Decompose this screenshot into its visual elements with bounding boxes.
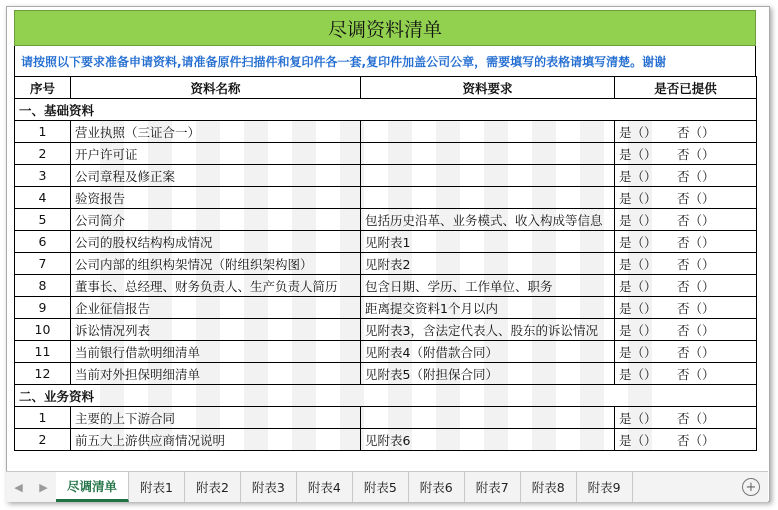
- add-sheet-button[interactable]: [734, 472, 768, 502]
- sheet-tab[interactable]: 附表8: [521, 472, 577, 502]
- section-title[interactable]: 二、业务资料: [15, 385, 757, 407]
- sheet-tab[interactable]: 尽调清单: [56, 472, 129, 502]
- requirement-cell[interactable]: [361, 143, 615, 165]
- provided-yes-option: 是（）: [619, 256, 657, 272]
- provided-cell[interactable]: [615, 407, 757, 429]
- table-row: [15, 297, 757, 319]
- row-number-cell[interactable]: 7: [15, 253, 71, 275]
- row-number-cell[interactable]: 11: [15, 341, 71, 363]
- provided-cell[interactable]: [615, 319, 757, 341]
- table-row: [15, 341, 757, 363]
- row-number-cell[interactable]: 2: [15, 429, 71, 451]
- requirement-cell[interactable]: 见附表5（附担保合同）: [361, 363, 615, 385]
- sheet-tab[interactable]: 附表3: [241, 472, 297, 502]
- provided-cell[interactable]: [615, 297, 757, 319]
- table-row: [15, 143, 757, 165]
- provided-cell[interactable]: [615, 429, 757, 451]
- checklist-table: [14, 76, 757, 451]
- provided-cell[interactable]: [615, 209, 757, 231]
- requirement-cell[interactable]: 见附表2: [361, 253, 615, 275]
- header-cell-requirement[interactable]: 资料要求: [361, 77, 615, 99]
- requirement-cell[interactable]: 见附表3，含法定代表人、股东的诉讼情况: [361, 319, 615, 341]
- sheet-title[interactable]: 尽调资料清单: [14, 10, 756, 46]
- table-row: [15, 165, 757, 187]
- material-name-cell[interactable]: 公司章程及修正案: [71, 165, 361, 187]
- material-name-cell[interactable]: 验资报告: [71, 187, 361, 209]
- sheet-tab-bar: [6, 471, 768, 502]
- table-row: [15, 275, 757, 297]
- provided-cell[interactable]: [615, 121, 757, 143]
- plus-circle-icon: +: [742, 478, 760, 496]
- provided-cell[interactable]: [615, 187, 757, 209]
- provided-yes-option: 是（）: [619, 410, 657, 426]
- provided-no-option: 否（）: [677, 344, 715, 360]
- requirement-cell[interactable]: 见附表6: [361, 429, 615, 451]
- table-row: [15, 407, 757, 429]
- requirement-cell[interactable]: [361, 121, 615, 143]
- row-number-cell[interactable]: 4: [15, 187, 71, 209]
- header-cell-no[interactable]: 序号: [15, 77, 71, 99]
- row-number-cell[interactable]: 3: [15, 165, 71, 187]
- provided-cell[interactable]: [615, 253, 757, 275]
- row-number-cell[interactable]: 12: [15, 363, 71, 385]
- provided-yes-option: 是（）: [619, 366, 657, 382]
- provided-yes-option: 是（）: [619, 300, 657, 316]
- table-row: [15, 187, 757, 209]
- row-number-cell[interactable]: 1: [15, 407, 71, 429]
- material-name-cell[interactable]: 公司内部的组织构架情况（附组织架构图）: [71, 253, 361, 275]
- requirement-cell[interactable]: [361, 187, 615, 209]
- provided-no-option: 否（）: [677, 410, 715, 426]
- sheet-tab[interactable]: 附表1: [129, 472, 185, 502]
- provided-yes-option: 是（）: [619, 344, 657, 360]
- provided-no-option: 否（）: [677, 234, 715, 250]
- sheet-tab[interactable]: 附表9: [577, 472, 633, 502]
- provided-no-option: 否（）: [677, 146, 715, 162]
- sheet-nav: [6, 472, 56, 502]
- section-title[interactable]: 一、基础资料: [15, 99, 757, 121]
- sheet-tab[interactable]: 附表2: [185, 472, 241, 502]
- row-number-cell[interactable]: 9: [15, 297, 71, 319]
- table-row: [15, 319, 757, 341]
- provided-no-option: 否（）: [677, 322, 715, 338]
- section-row: [15, 99, 757, 121]
- provided-cell[interactable]: [615, 165, 757, 187]
- material-name-cell[interactable]: 当前对外担保明细清单: [71, 363, 361, 385]
- table-row: [15, 363, 757, 385]
- provided-no-option: 否（）: [677, 278, 715, 294]
- material-name-cell[interactable]: 开户许可证: [71, 143, 361, 165]
- provided-yes-option: 是（）: [619, 190, 657, 206]
- row-number-cell[interactable]: 5: [15, 209, 71, 231]
- requirement-cell[interactable]: 距离提交资料1个月以内: [361, 297, 615, 319]
- row-number-cell[interactable]: 6: [15, 231, 71, 253]
- provided-cell[interactable]: [615, 275, 757, 297]
- notice-text[interactable]: 请按照以下要求准备申请资料,请准备原件扫描件和复印件各一套,复印件加盖公司公章，需要填写的表格请填写清楚。谢谢: [14, 46, 756, 76]
- sheet-tab[interactable]: 附表4: [297, 472, 353, 502]
- requirement-cell[interactable]: [361, 165, 615, 187]
- provided-no-option: 否（）: [677, 190, 715, 206]
- requirement-cell[interactable]: 包含日期、学历、工作单位、职务: [361, 275, 615, 297]
- provided-no-option: 否（）: [677, 432, 715, 448]
- requirement-cell[interactable]: 见附表4（附借款合同）: [361, 341, 615, 363]
- provided-no-option: 否（）: [677, 124, 715, 140]
- material-name-cell[interactable]: 公司的股权结构构成情况: [71, 231, 361, 253]
- provided-no-option: 否（）: [677, 256, 715, 272]
- header-cell-provided[interactable]: 是否已提供: [615, 77, 757, 99]
- tab-bar-spacer: [633, 472, 734, 502]
- requirement-cell[interactable]: 包括历史沿革、业务模式、收入构成等信息: [361, 209, 615, 231]
- material-name-cell[interactable]: 公司简介: [71, 209, 361, 231]
- header-cell-name[interactable]: 资料名称: [71, 77, 361, 99]
- provided-yes-option: 是（）: [619, 234, 657, 250]
- sheet-tab[interactable]: 附表7: [465, 472, 521, 502]
- requirement-cell[interactable]: 见附表1: [361, 231, 615, 253]
- provided-no-option: 否（）: [677, 366, 715, 382]
- provided-cell[interactable]: [615, 143, 757, 165]
- provided-yes-option: 是（）: [619, 322, 657, 338]
- section-row: [15, 385, 757, 407]
- sheet-tabs: [56, 472, 633, 502]
- provided-cell[interactable]: [615, 231, 757, 253]
- material-name-cell[interactable]: 主要的上下游合同: [71, 407, 361, 429]
- provided-no-option: 否（）: [677, 212, 715, 228]
- provided-yes-option: 是（）: [619, 168, 657, 184]
- requirement-cell[interactable]: [361, 407, 615, 429]
- material-name-cell[interactable]: 当前银行借款明细清单: [71, 341, 361, 363]
- material-name-cell[interactable]: 前五大上游供应商情况说明: [71, 429, 361, 451]
- scroll-left-icon[interactable]: ◀: [14, 480, 23, 494]
- table-row: [15, 231, 757, 253]
- provided-cell[interactable]: [615, 363, 757, 385]
- row-number-cell[interactable]: 1: [15, 121, 71, 143]
- provided-yes-option: 是（）: [619, 212, 657, 228]
- provided-yes-option: 是（）: [619, 146, 657, 162]
- row-number-cell[interactable]: 2: [15, 143, 71, 165]
- material-name-cell[interactable]: 企业征信报告: [71, 297, 361, 319]
- material-name-cell[interactable]: 诉讼情况列表: [71, 319, 361, 341]
- header-row: [15, 77, 757, 99]
- row-number-cell[interactable]: 8: [15, 275, 71, 297]
- table-row: [15, 429, 757, 451]
- sheet-tab[interactable]: 附表6: [409, 472, 465, 502]
- provided-yes-option: 是（）: [619, 432, 657, 448]
- provided-no-option: 否（）: [677, 168, 715, 184]
- provided-no-option: 否（）: [677, 300, 715, 316]
- scroll-right-icon[interactable]: ▶: [39, 480, 48, 494]
- table-row: [15, 209, 757, 231]
- row-number-cell[interactable]: 10: [15, 319, 71, 341]
- material-name-cell[interactable]: 董事长、总经理、财务负责人、生产负责人简历: [71, 275, 361, 297]
- provided-yes-option: 是（）: [619, 278, 657, 294]
- table-row: [15, 253, 757, 275]
- material-name-cell[interactable]: 营业执照（三证合一）: [71, 121, 361, 143]
- provided-cell[interactable]: [615, 341, 757, 363]
- provided-yes-option: 是（）: [619, 124, 657, 140]
- table-row: [15, 121, 757, 143]
- sheet-tab[interactable]: 附表5: [353, 472, 409, 502]
